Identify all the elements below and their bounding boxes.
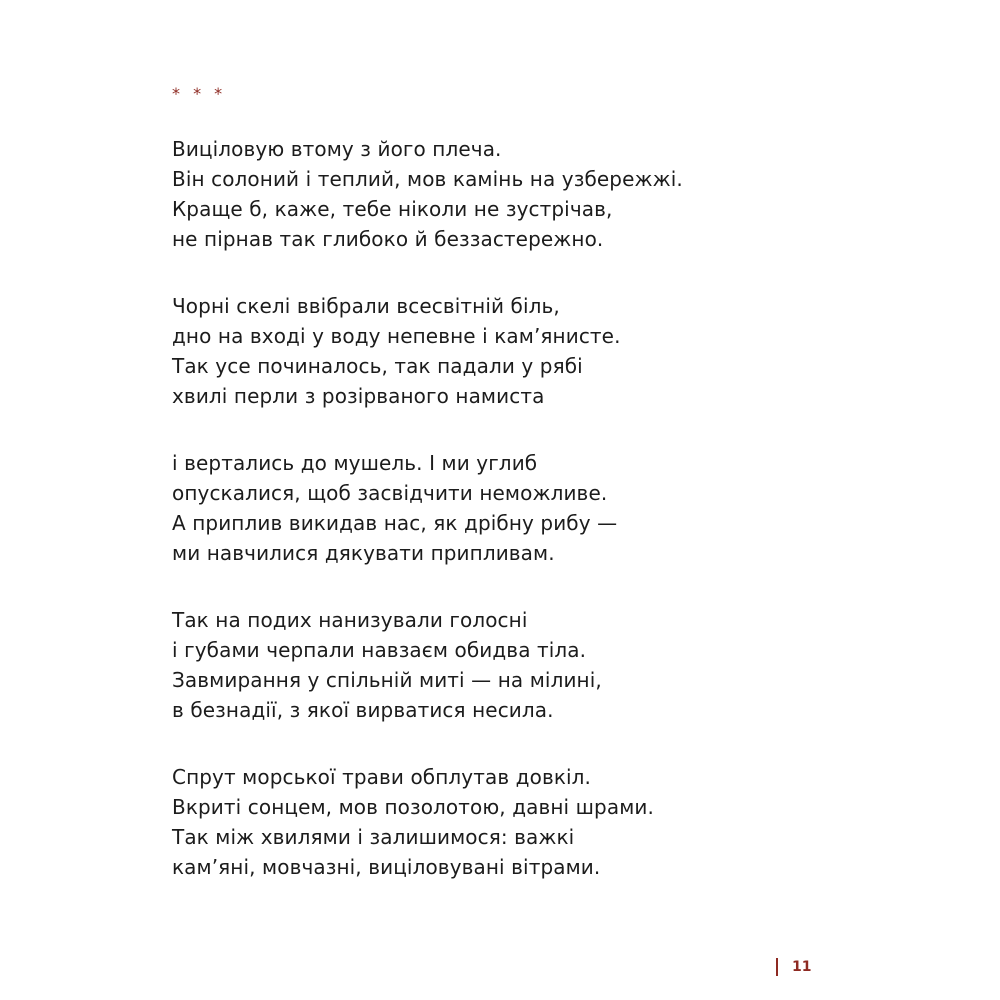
stanza-4 [172,605,602,725]
poem-line: хвилі перли з розірваного намиста [172,384,545,408]
poem-ornament: * * * [172,84,227,103]
poem-line: Так між хвилями і залишимося: важкі [172,825,575,849]
poem-line: і губами черпали навзаєм обидва тіла. [172,638,587,662]
poem-line: Він солоний і теплий, мов камінь на узбережжі. [172,167,683,191]
poem-line: не пірнав так глибоко й беззастережно. [172,227,604,251]
poem-line: Краще б, каже, тебе ніколи не зустрічав, [172,197,613,221]
stanza-3 [172,448,617,568]
folio-divider [776,958,778,976]
stanza-2 [172,291,621,411]
poem-line: Вкриті сонцем, мов позолотою, давні шрами. [172,795,654,819]
poem-line: Так на подих нанизували голосні [172,608,528,632]
poem-line: Виціловую втому з його плеча. [172,137,502,161]
poem-line: Так усе починалось, так падали у рябі [172,354,583,378]
poem-line: Завмирання у спільній миті — на мілині, [172,668,602,692]
poem-line: дно на вході у воду непевне і кам’янисте. [172,324,621,348]
stanza-1 [172,134,683,254]
page-folio [776,958,811,976]
stanza-5 [172,762,654,882]
poem-line: опускалися, щоб засвідчити неможливе. [172,481,608,505]
poem-line: А приплив викидав нас, як дрібну рибу — [172,511,618,535]
poem-line: кам’яні, мовчазні, виціловувані вітрами. [172,855,601,879]
poem-line: Чорні скелі ввібрали всесвітній біль, [172,294,560,318]
poem-line: в безнадії, з якої вирватися несила. [172,698,554,722]
poem-line: Спрут морської трави обплутав довкіл. [172,765,592,789]
poem-line: ми навчилися дякувати припливам. [172,541,555,565]
poem-line: і вертались до мушель. І ми углиб [172,451,538,475]
page-number: 11 [792,959,812,975]
